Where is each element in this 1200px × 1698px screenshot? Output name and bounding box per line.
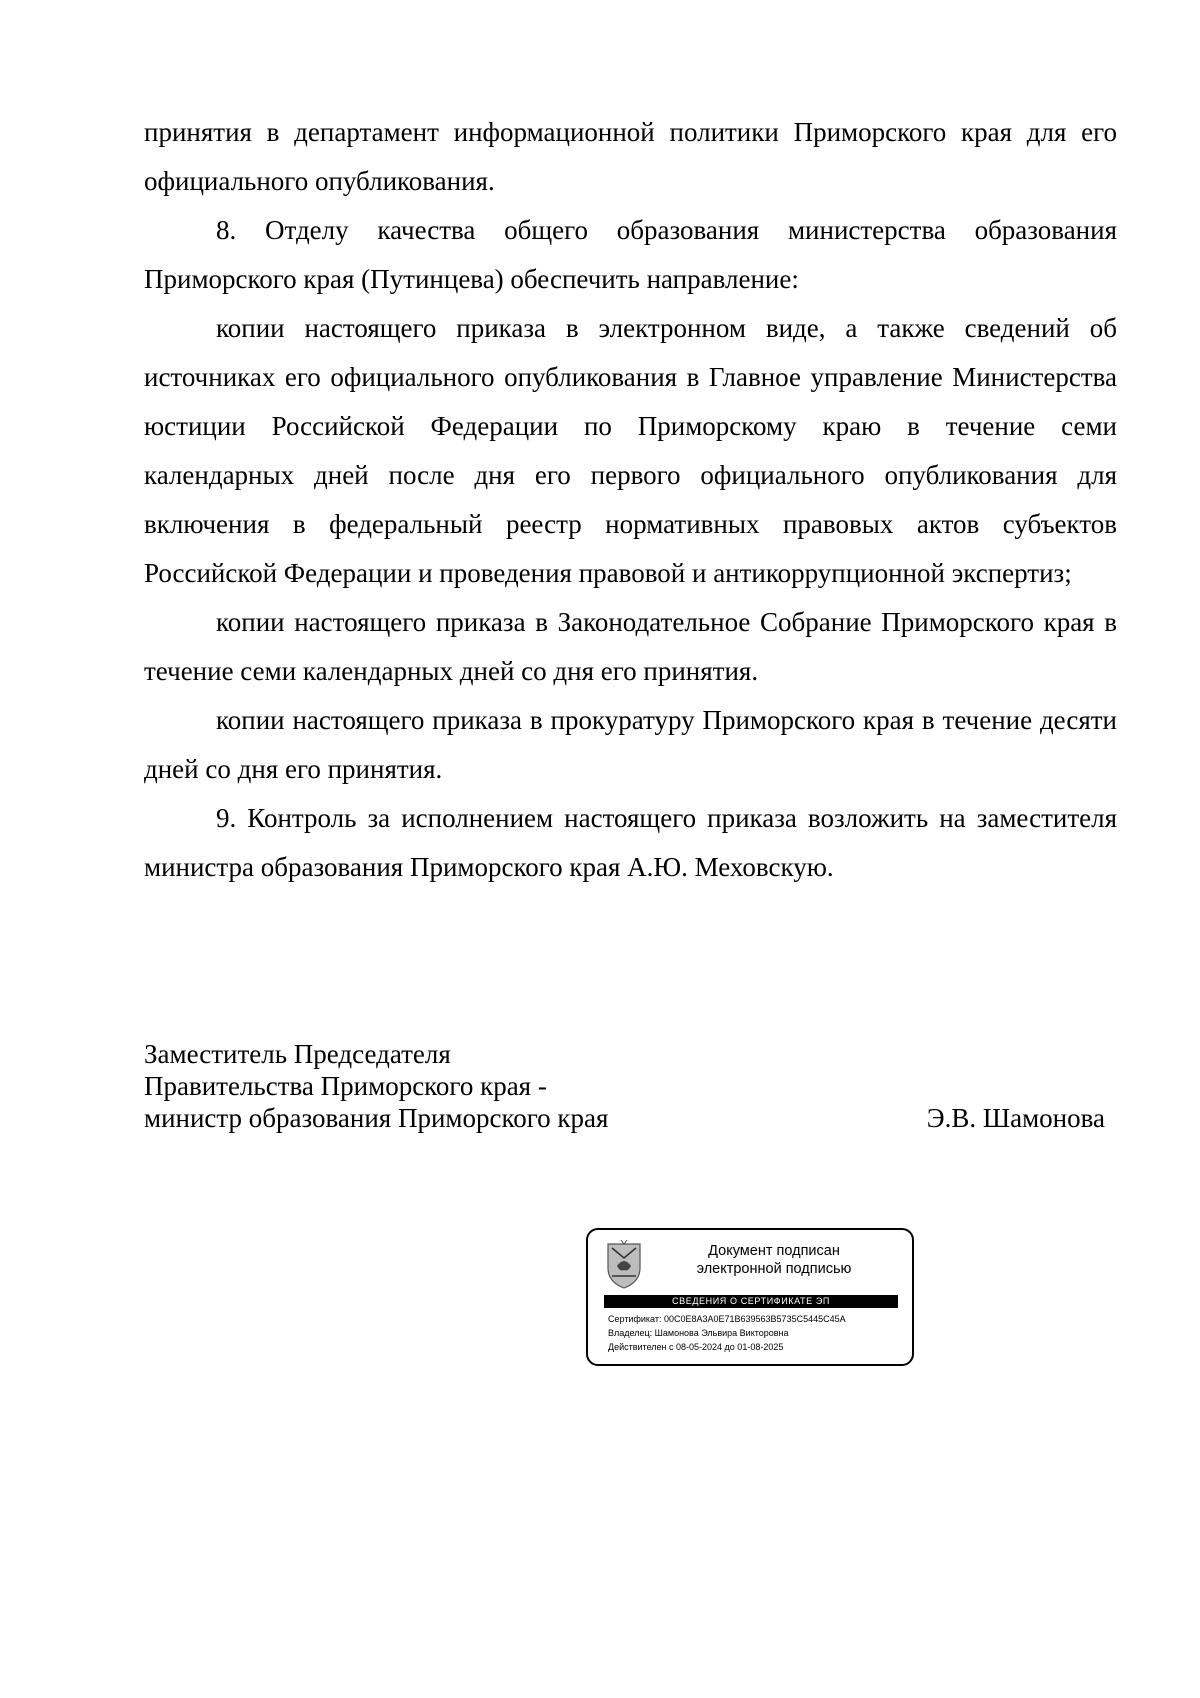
paragraph: копии настоящего приказа в Законодательное Собрание Приморского края в течение семи календарных дней со дня его принятия. [144, 607, 1117, 686]
signatory-name: Э.В. Шамонова [926, 1103, 1105, 1133]
certificate-number: Сертификат: 00C0E8A3A0E71B639563B5735C5445C45A [608, 1314, 846, 1324]
paragraph: принятия в департамент информационной политики Приморского края для его официального опубликования. [144, 117, 1117, 196]
stamp-title [654, 1242, 894, 1278]
signatory-position-line: министр образования Приморского края [144, 1103, 609, 1133]
stamp-title-line: Документ подписан [708, 1243, 840, 1259]
stamp-title-line: электронной подписью [696, 1261, 852, 1277]
signature-block [144, 1038, 1117, 1134]
paragraph: 8. Отделу качества общего образования министерства образования Приморского края (Путинцева) обеспечить направление: [144, 215, 1117, 294]
coat-of-arms-icon [604, 1238, 644, 1290]
certificate-validity: Действителен с 08-05-2024 до 01-08-2025 [608, 1342, 784, 1352]
certificate-details [608, 1312, 908, 1354]
paragraph: копии настоящего приказа в электронном виде, а также сведений об источниках его официального опубликования в Главное управление Министерства юстиции Российской Федерации по Приморскому краю в течение семи календарных дней после дня его первого официального опубликования для включения в федеральный реестр нормативных правовых актов субъектов Российской Федерации и проведения правовой и антикоррупционной экспертиз; [144, 313, 1117, 588]
document-body [144, 108, 1117, 892]
electronic-signature-stamp [586, 1228, 914, 1366]
certificate-owner: Владелец: Шамонова Эльвира Викторовна [608, 1328, 789, 1338]
certificate-info-bar: СВЕДЕНИЯ О СЕРТИФИКАТЕ ЭП [604, 1295, 898, 1308]
paragraph: 9. Контроль за исполнением настоящего приказа возложить на заместителя министра образования Приморского края А.Ю. Меховскую. [144, 803, 1117, 882]
signatory-position-line: Правительства Приморского края - [144, 1071, 547, 1101]
paragraph: копии настоящего приказа в прокуратуру Приморского края в течение десяти дней со дня его принятия. [144, 705, 1117, 784]
signatory-position-line: Заместитель Председателя [144, 1039, 451, 1069]
